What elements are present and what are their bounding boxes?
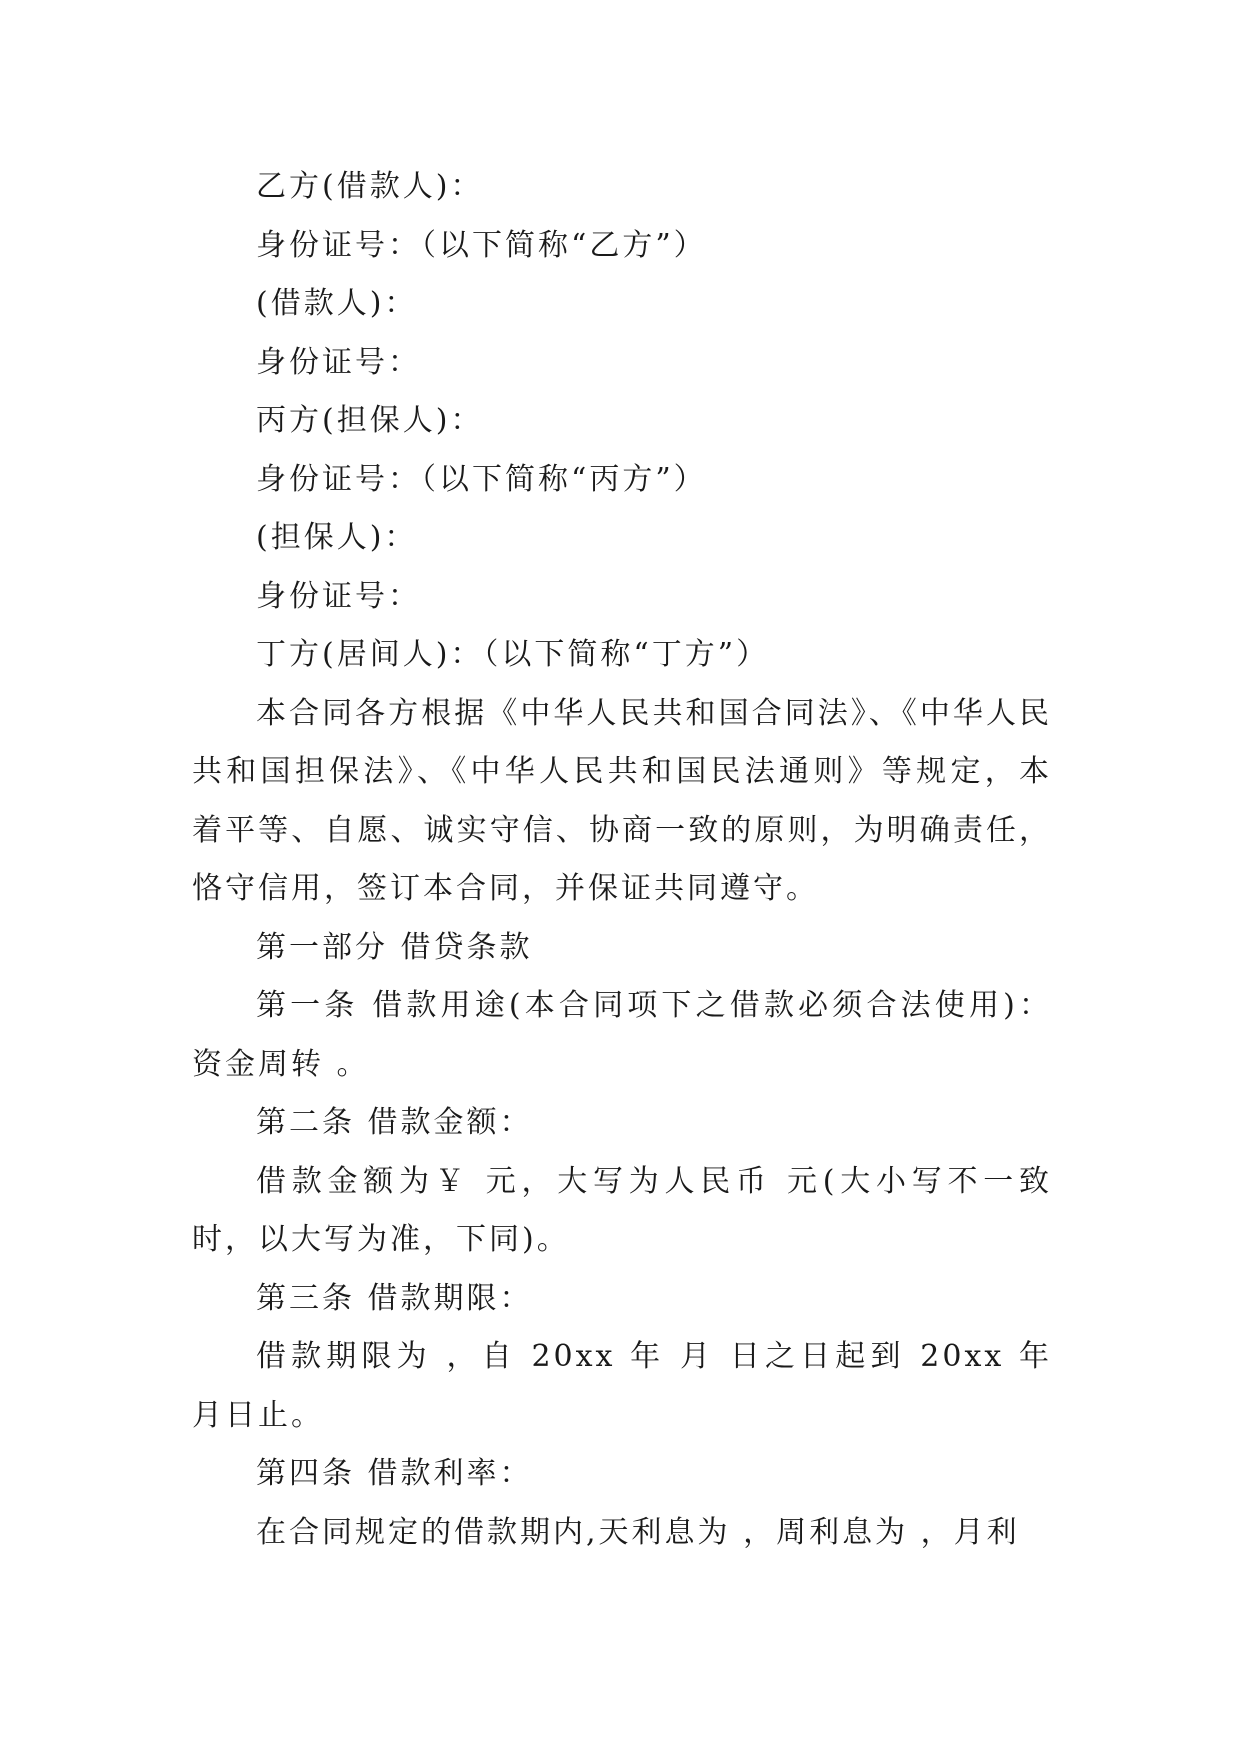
party-b-label: 乙方(借款人)： — [256, 169, 484, 204]
article-three-heading: 第三条 借款期限： — [256, 1280, 533, 1316]
party-d-label: 丁方(居间人)：（以下简称“丁方”） — [256, 637, 770, 672]
borrower-label: (借款人)： — [256, 286, 418, 321]
document-body — [192, 158, 1065, 1562]
loan-term-paragraph: 借款期限为 ，自 20xx 年 月 日之日起到 20xx 年 月日止。 — [192, 1339, 1065, 1433]
party-b-id-number: 身份证号：（以下简称“乙方”） — [256, 227, 707, 263]
interest-rate-paragraph: 在合同规定的借款期内,天利息为 ，周利息为 ，月利 — [256, 1514, 1020, 1550]
article-two-heading: 第二条 借款金额： — [256, 1105, 533, 1140]
preamble-paragraph: 本合同各方根据《中华人民共和国合同法》、《中华人民共和国担保法》、《中华人民共和国民法通则》等规定，本着平等、自愿、诚实守信、协商一致的原则，为明确责任，恪守信用，签订本合同，并保证共同遵守。 — [192, 695, 1052, 906]
guarantor-label: (担保人)： — [256, 520, 418, 555]
loan-amount-paragraph: 借款金额为￥ 元，大写为人民币 元(大小写不一致时，以大写为准，下同)。 — [192, 1163, 1052, 1257]
borrower-id-number: 身份证号： — [256, 344, 421, 380]
article-four-heading: 第四条 借款利率： — [256, 1456, 533, 1491]
guarantor-id-number: 身份证号： — [256, 578, 421, 614]
party-c-id-number: 身份证号：（以下简称“丙方”） — [256, 461, 707, 497]
article-one-purpose: 第一条 借款用途(本合同项下之借款必须合法使用)：资金周转 。 — [192, 988, 1052, 1082]
party-c-label: 丙方(担保人)： — [256, 403, 484, 438]
part-one-heading: 第一部分 借贷条款 — [256, 929, 533, 965]
